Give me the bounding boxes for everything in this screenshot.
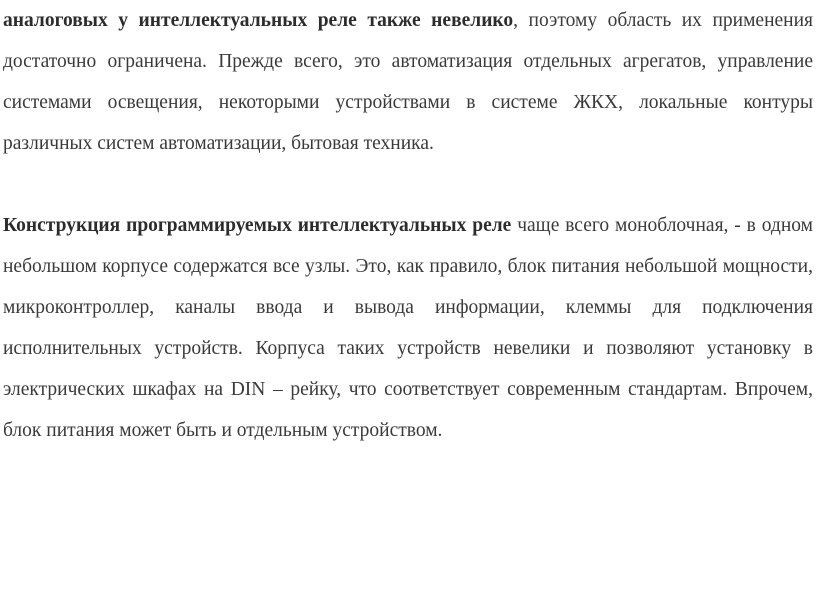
paragraph-1 bbox=[3, 0, 813, 164]
paragraph-1-bold-lead: аналоговых у интеллектуальных реле также невелико bbox=[3, 10, 514, 31]
paragraph-2-text: чаще всего моноблочная, - в одном небольшом корпусе содержатся все узлы. Это, как правило, блок питания небольшой мощности, микроконтроллер, каналы ввода и вывода информации, клеммы для подключения исполнительных устройств. Корпуса таких устройств невелики и позволяют установку в электрических шкафах на DIN – рейку, что соответствует современным стандартам. Впрочем, блок питания может быть и отдельным устройством. bbox=[3, 215, 814, 441]
paragraph-1-text: , поэтому область их применения достаточно ограничена. Прежде всего, это автоматизация отдельных агрегатов, управление системами освещения, некоторыми устройствами в системе ЖКХ, локальные контуры различных систем автоматизации, бытовая техника. bbox=[3, 10, 813, 154]
paragraph-2-bold-lead: Конструкция программируемых интеллектуальных реле bbox=[3, 215, 512, 236]
paragraph-2 bbox=[3, 205, 813, 451]
